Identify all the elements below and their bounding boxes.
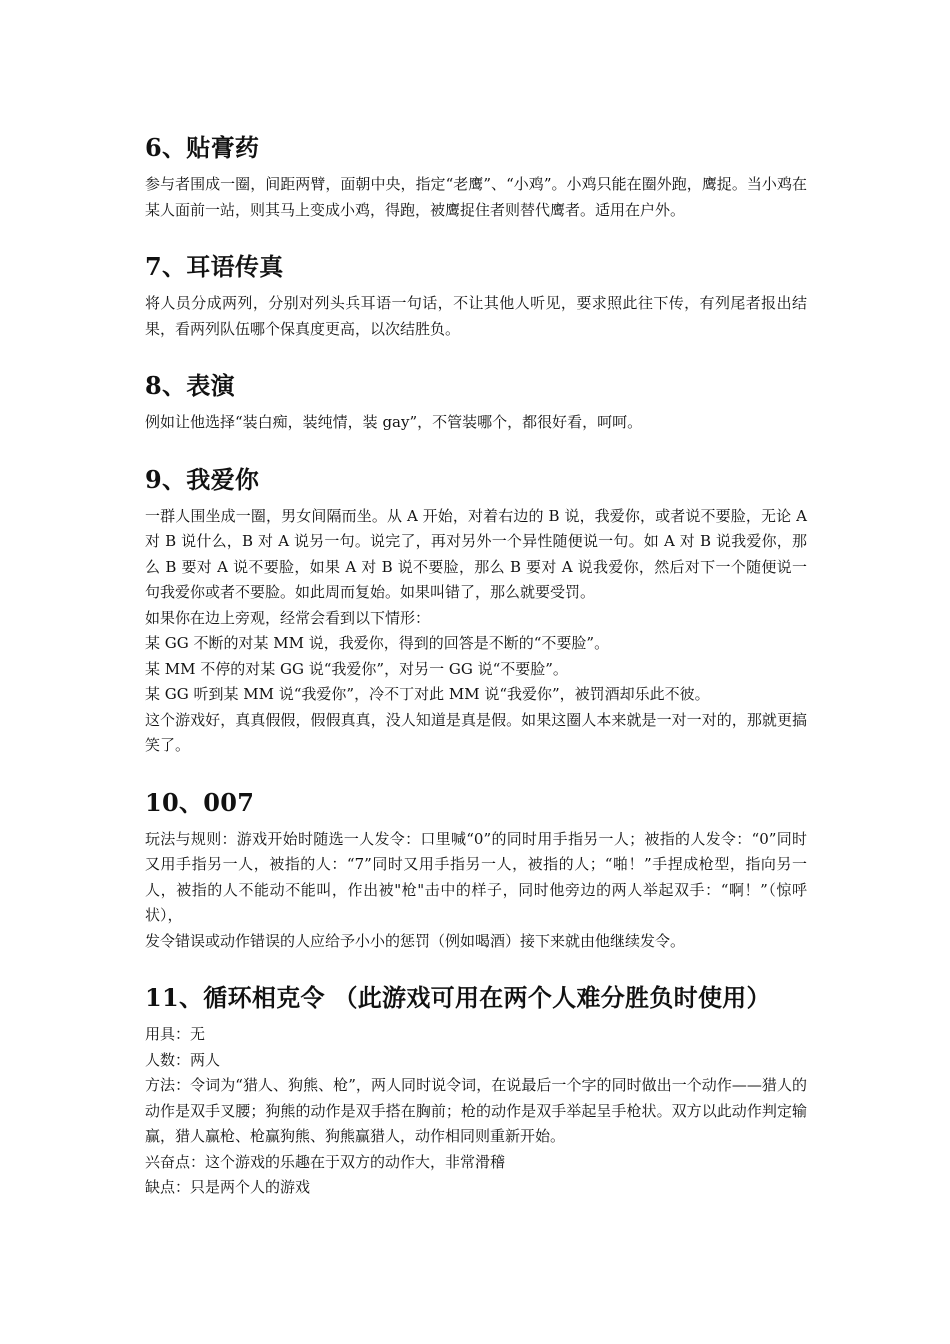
- paragraph: 将人员分成两列，分别对列头兵耳语一句话，不让其他人听见，要求照此往下传，有列尾者报出结果，看两列队伍哪个保真度更高，以次结胜负。: [145, 294, 807, 338]
- section-6: [145, 128, 807, 223]
- section-9: [145, 460, 807, 759]
- document-page: [145, 128, 807, 1201]
- section-title: 11、循环相克令 （此游戏可用在两个人难分胜负时使用）: [145, 983, 771, 1012]
- paragraph: 方法：令词为“猎人、狗熊、枪”，两人同时说令词，在说最后一个字的同时做出一个动作——猎人的动作是双手叉腰；狗熊的动作是双手搭在胸前；枪的动作是双手举起呈手枪状。双方以此动作判定输赢，猎人赢枪、枪赢狗熊、狗熊赢猎人，动作相同则重新开始。: [145, 1076, 807, 1145]
- paragraph: 例如让他选择“装白痴，装纯情，装 gay”，不管装哪个，都很好看，呵呵。: [145, 413, 643, 431]
- paragraph: 玩法与规则：游戏开始时随选一人发令：口里喊“0”的同时用手指另一人；被指的人发令：“0”同时又用手指另一人，被指的人：“7”同时又用手指另一人，被指的人；“啪！”手捏成枪型，指向另一人，被指的人不能动不能叫，作出被"枪"击中的样子，同时他旁边的两人举起双手：“啊！”（惊呼状），: [145, 829, 807, 924]
- section-title: 9、我爱你: [145, 464, 260, 494]
- paragraph: 某 GG 不断的对某 MM 说，我爱你，得到的回答是不断的“不要脸”。: [145, 634, 610, 652]
- paragraph: 一群人围坐成一圈，男女间隔而坐。从 A 开始，对着右边的 B 说，我爱你，或者说不要脸，无论 A 对 B 说什么，B 对 A 说另一句。说完了，再对另外一个异性随便说一句。如 A 对 B 说我爱你，那么 B 要对 A 说不要脸，如果 A 对 B 说不要脸，那么 B 要对 A 说我爱你，然后对下一个随便说一句我爱你或者不要脸。如此周而复始。如果叫错了，那么就要受罚。: [145, 506, 807, 601]
- section-title: 10、007: [145, 787, 255, 817]
- paragraph: 发令错误或动作错误的人应给予小小的惩罚（例如喝酒）接下来就由他继续发令。: [145, 931, 686, 950]
- paragraph: 兴奋点：这个游戏的乐趣在于双方的动作大，非常滑稽: [145, 1152, 506, 1171]
- paragraph: 如果你在边上旁观，经常会看到以下情形：: [145, 608, 431, 627]
- paragraph: 参与者围成一圈，间距两臂，面朝中央，指定“老鹰”、“小鸡”。小鸡只能在圈外跑，鹰捉。当小鸡在某人面前一站，则其马上变成小鸡，得跑，被鹰捉住者则替代鹰者。适用在户外。: [145, 175, 807, 219]
- section-8: [145, 366, 807, 436]
- section-10: [145, 783, 807, 955]
- section-7: [145, 247, 807, 342]
- paragraph: 某 MM 不停的对某 GG 说“我爱你”，对另一 GG 说“不要脸”。: [145, 659, 568, 678]
- section-title: 6、贴膏药: [145, 133, 260, 162]
- paragraph: 某 GG 听到某 MM 说“我爱你”，冷不丁对此 MM 说“我爱你”，被罚酒却乐此不彼。: [145, 685, 710, 703]
- paragraph: 用具：无: [145, 1025, 206, 1043]
- paragraph: 缺点：只是两个人的游戏: [145, 1178, 311, 1196]
- section-title: 7、耳语传真: [145, 252, 284, 281]
- paragraph: 人数：两人: [145, 1050, 221, 1069]
- paragraph: 这个游戏好，真真假假，假假真真，没人知道是真是假。如果这圈人本来就是一对一对的，那就更搞笑了。: [145, 710, 807, 754]
- section-title: 8、表演: [145, 371, 235, 400]
- section-11: [145, 978, 807, 1201]
